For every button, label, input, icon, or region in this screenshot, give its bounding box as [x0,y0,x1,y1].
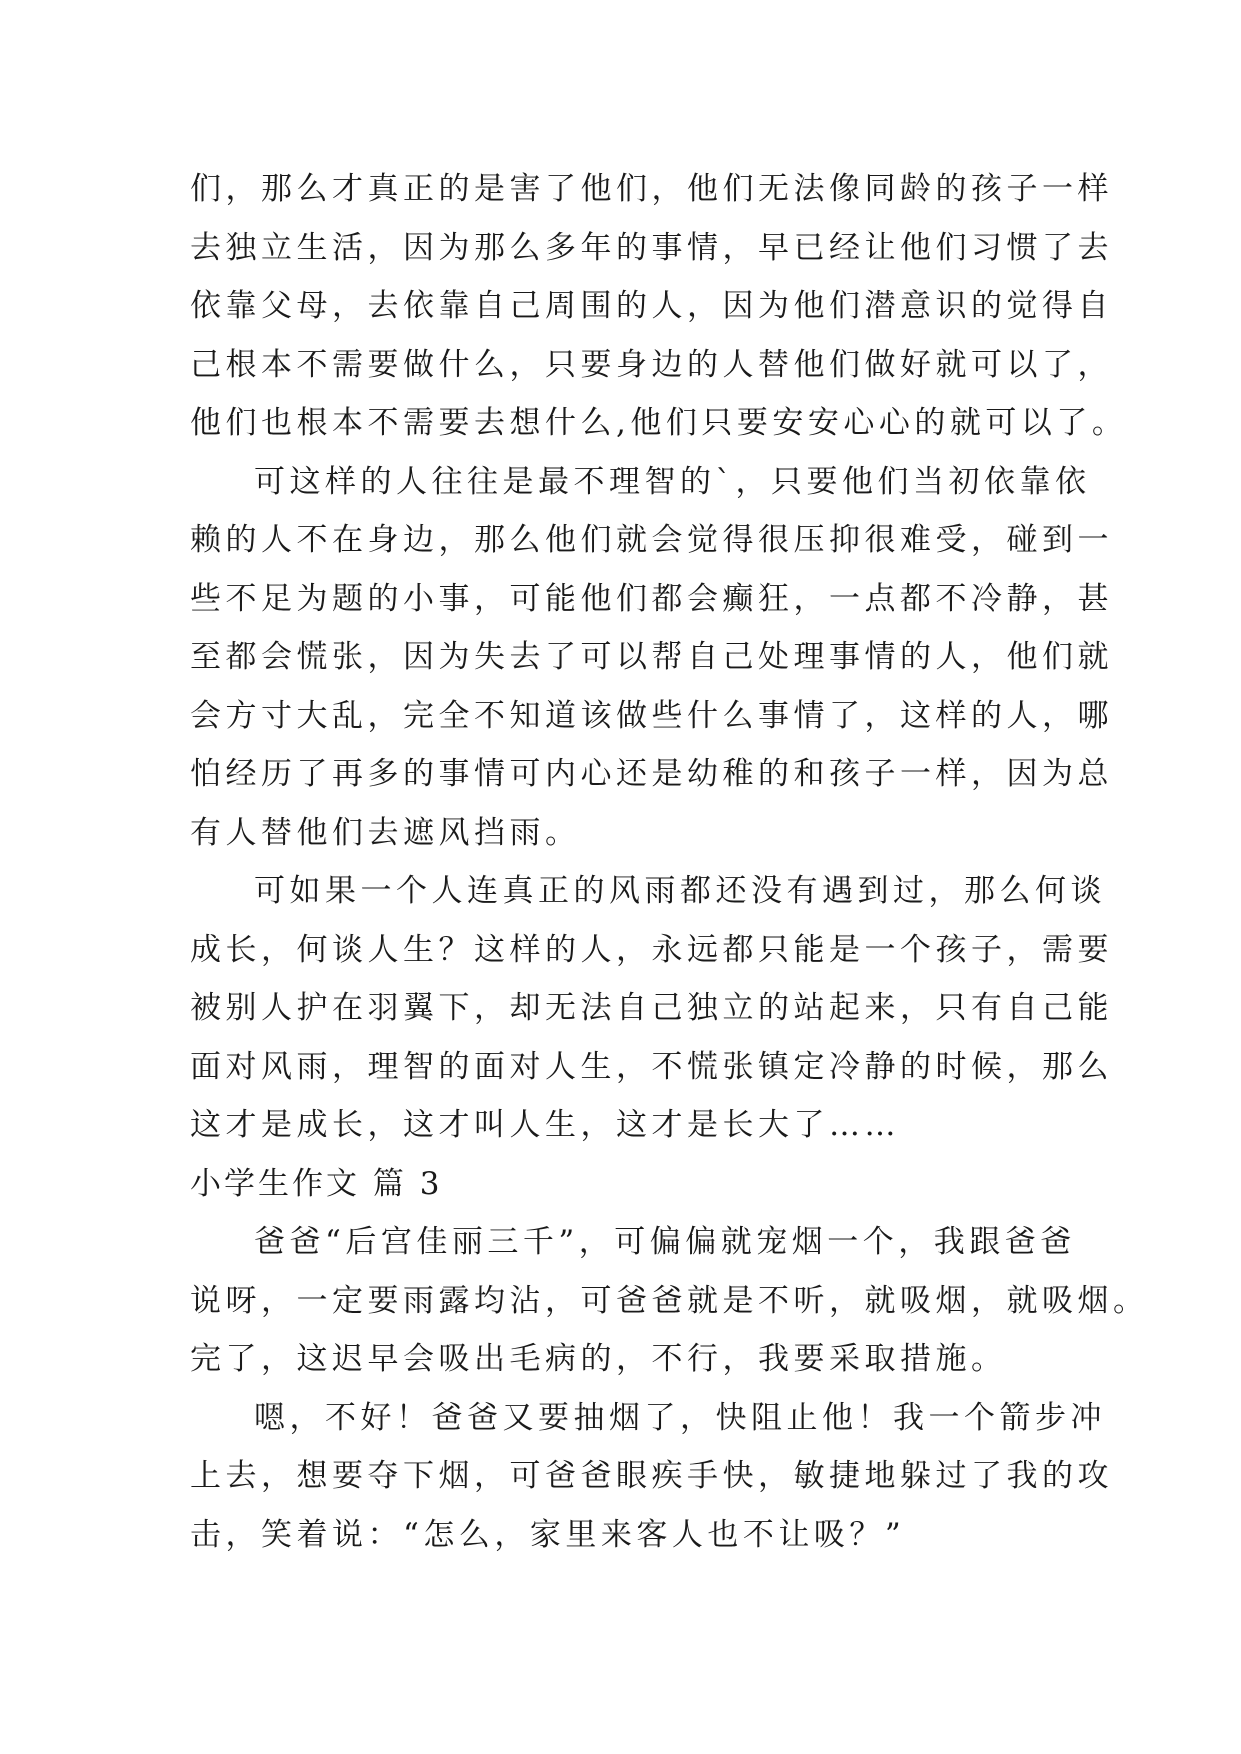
text-line: 有人替他们去遮风挡雨。 [190,814,581,851]
paragraph-start-line: 可这样的人往往是最不理智的`，只要他们当初依靠依 [254,463,1091,500]
text-line: 成长，何谈人生？这样的人，永远都只能是一个孩子，需要 [190,931,1113,968]
text-line: 至都会慌张，因为失去了可以帮自己处理事情的人，他们就 [190,639,1113,675]
text-line: 被别人护在羽翼下，却无法自己独立的站起来，只有自己能 [190,990,1113,1026]
text-line: 会方寸大乱，完全不知道该做些什么事情了，这样的人，哪 [190,697,1113,734]
text-line: 赖的人不在身边，那么他们就会觉得很压抑很难受，碰到一 [190,522,1113,558]
text-line: 说呀，一定要雨露均沾，可爸爸就是不听，就吸烟，就吸烟。 [190,1282,1149,1319]
text-line: 去独立生活，因为那么多年的事情，早已经让他们习惯了去 [190,229,1113,266]
text-line: 些不足为题的小事，可能他们都会癫狂，一点都不冷静，甚 [190,580,1113,617]
text-line: 面对风雨，理智的面对人生，不慌张镇定冷静的时候，那么 [190,1048,1113,1085]
text-line: 己根本不需要做什么，只要身边的人替他们做好就可以了， [190,346,1113,383]
text-line: 完了，这迟早会吸出毛病的，不行，我要采取措施。 [190,1341,1007,1377]
text-line: 击，笑着说：“怎么，家里来客人也不让吸？” [190,1516,906,1553]
text-line: 怕经历了再多的事情可内心还是幼稚的和孩子一样，因为总 [190,756,1113,792]
text-line: 这才是成长，这才叫人生，这才是长大了…… [190,1107,900,1143]
document-body [190,160,1149,1564]
paragraph-start-line: 可如果一个人连真正的风雨都还没有遇到过，那么何谈 [254,873,1106,909]
text-line: 上去，想要夺下烟，可爸爸眼疾手快，敏捷地躲过了我的攻 [190,1458,1113,1494]
section-heading: 小学生作文 篇 3 [190,1165,443,1202]
paragraph-start-line: 爸爸“后宫佳丽三千”，可偏偏就宠烟一个，我跟爸爸 [254,1224,1076,1260]
text-line: 他们也根本不需要去想什么,他们只要安安心心的就可以了。 [190,405,1128,441]
text-line: 依靠父母，去依靠自己周围的人，因为他们潜意识的觉得自 [190,288,1113,324]
text-line: 们，那么才真正的是害了他们，他们无法像同龄的孩子一样 [190,171,1113,207]
paragraph-start-line: 嗯，不好！爸爸又要抽烟了，快阻止他！我一个箭步冲 [254,1399,1106,1436]
